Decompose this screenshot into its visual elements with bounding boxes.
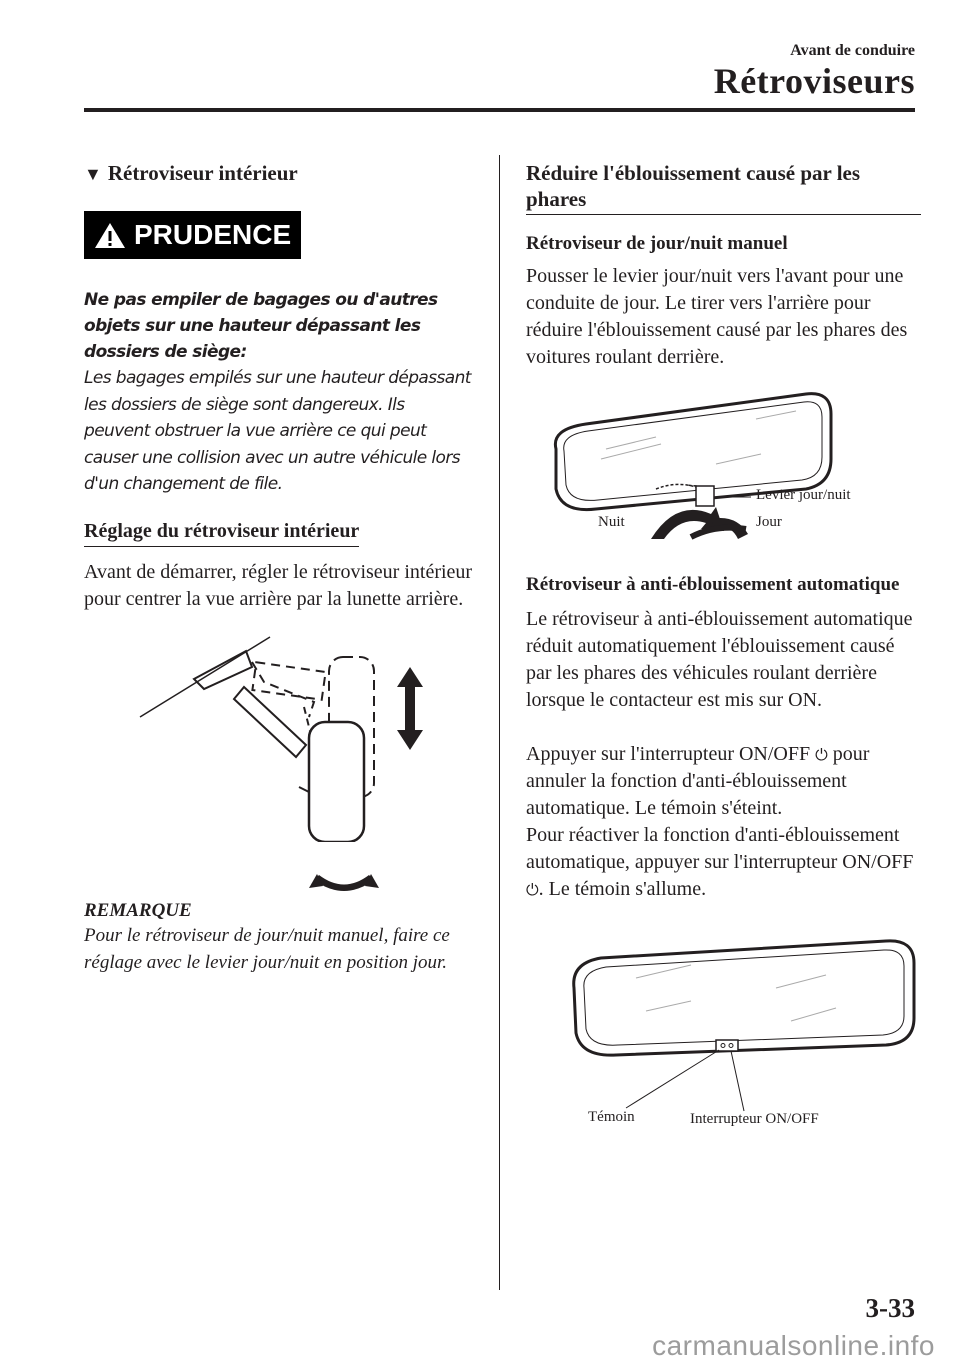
watermark: carmanualsonline.info [652, 1330, 935, 1361]
header-rule [84, 108, 915, 112]
switch-paragraph: Appuyer sur l'interrupteur ON/OFF ⏻ pour annuler la fonction d'anti-éblouissement automatique. Le témoin s'éteint. [526, 743, 870, 819]
warning-bold-text: Ne pas empiler de bagages ou d'autres objets sur une hauteur dépassant les dossiers de siège: [84, 290, 438, 362]
auto-mirror-figure [526, 933, 921, 1143]
warning-triangle-icon [94, 221, 126, 249]
manual-mirror-figure [526, 389, 921, 549]
note-text: Pour le rétroviseur de jour/nuit manuel, faire ce réglage avec le levier jour/nuit en position jour. [84, 924, 450, 973]
column-divider [499, 155, 500, 1290]
rotate-arrow-icon [309, 870, 379, 902]
page-number: 3-33 [865, 1293, 915, 1323]
left-column [84, 150, 474, 976]
lever-label: Levier jour/nuit [756, 487, 851, 503]
triangle-down-icon: ▼ [84, 164, 102, 184]
day-label: Jour [756, 514, 782, 530]
night-label: Nuit [598, 514, 625, 530]
power-icon: ⏻ [815, 745, 828, 764]
manual-heading: Rétroviseur de jour/nuit manuel [526, 233, 788, 254]
manual-text: Pousser le levier jour/nuit vers l'avant pour une conduite de jour. Le tirer vers l'arrière pour réduire l'éblouissement causé par les phares des voitures roulant derrière. [526, 265, 908, 368]
switch-label: Interrupteur ON/OFF [690, 1111, 819, 1127]
adjust-heading: Réglage du rétroviseur intérieur [84, 518, 359, 547]
manual-mirror-illustration [526, 389, 921, 549]
glare-heading: Réduire l'éblouissement causé par les phares [526, 160, 921, 215]
chapter-label: Avant de conduire [790, 42, 915, 59]
section-heading: ▼ Rétroviseur intérieur [84, 161, 298, 185]
adjust-text: Avant de démarrer, régler le rétroviseur intérieur pour centrer la vue arrière par la lunette arrière. [84, 560, 473, 610]
note-heading: REMARQUE [84, 899, 192, 921]
warning-text: Les bagages empilés sur une hauteur dépassant les dossiers de siège sont dangereux. Ils peuvent obstruer la vue arrière ce qui peut causer une collision avec un autre véhicule lors d'un changement de file. [84, 368, 471, 494]
power-icon: ⏻ [526, 880, 539, 899]
mirror-adjust-illustration [84, 627, 474, 842]
auto-heading: Rétroviseur à anti-éblouissement automatique [526, 574, 900, 595]
right-column [526, 150, 921, 1143]
auto-text: Le rétroviseur à anti-éblouissement automatique réduit automatiquement l'éblouissement causé par les phares des véhicules roulant derrière lorsque le contacteur est mis sur ON. [526, 608, 913, 711]
page-title: Rétroviseurs [713, 61, 915, 101]
caution-badge: PRUDENCE [84, 211, 301, 259]
indicator-label: Témoin [588, 1109, 635, 1125]
reactivate-paragraph: Pour réactiver la fonction d'anti-éblouissement automatique, appuyer sur l'interrupteur ON/OFF ⏻. Le témoin s'allume. [526, 824, 914, 900]
